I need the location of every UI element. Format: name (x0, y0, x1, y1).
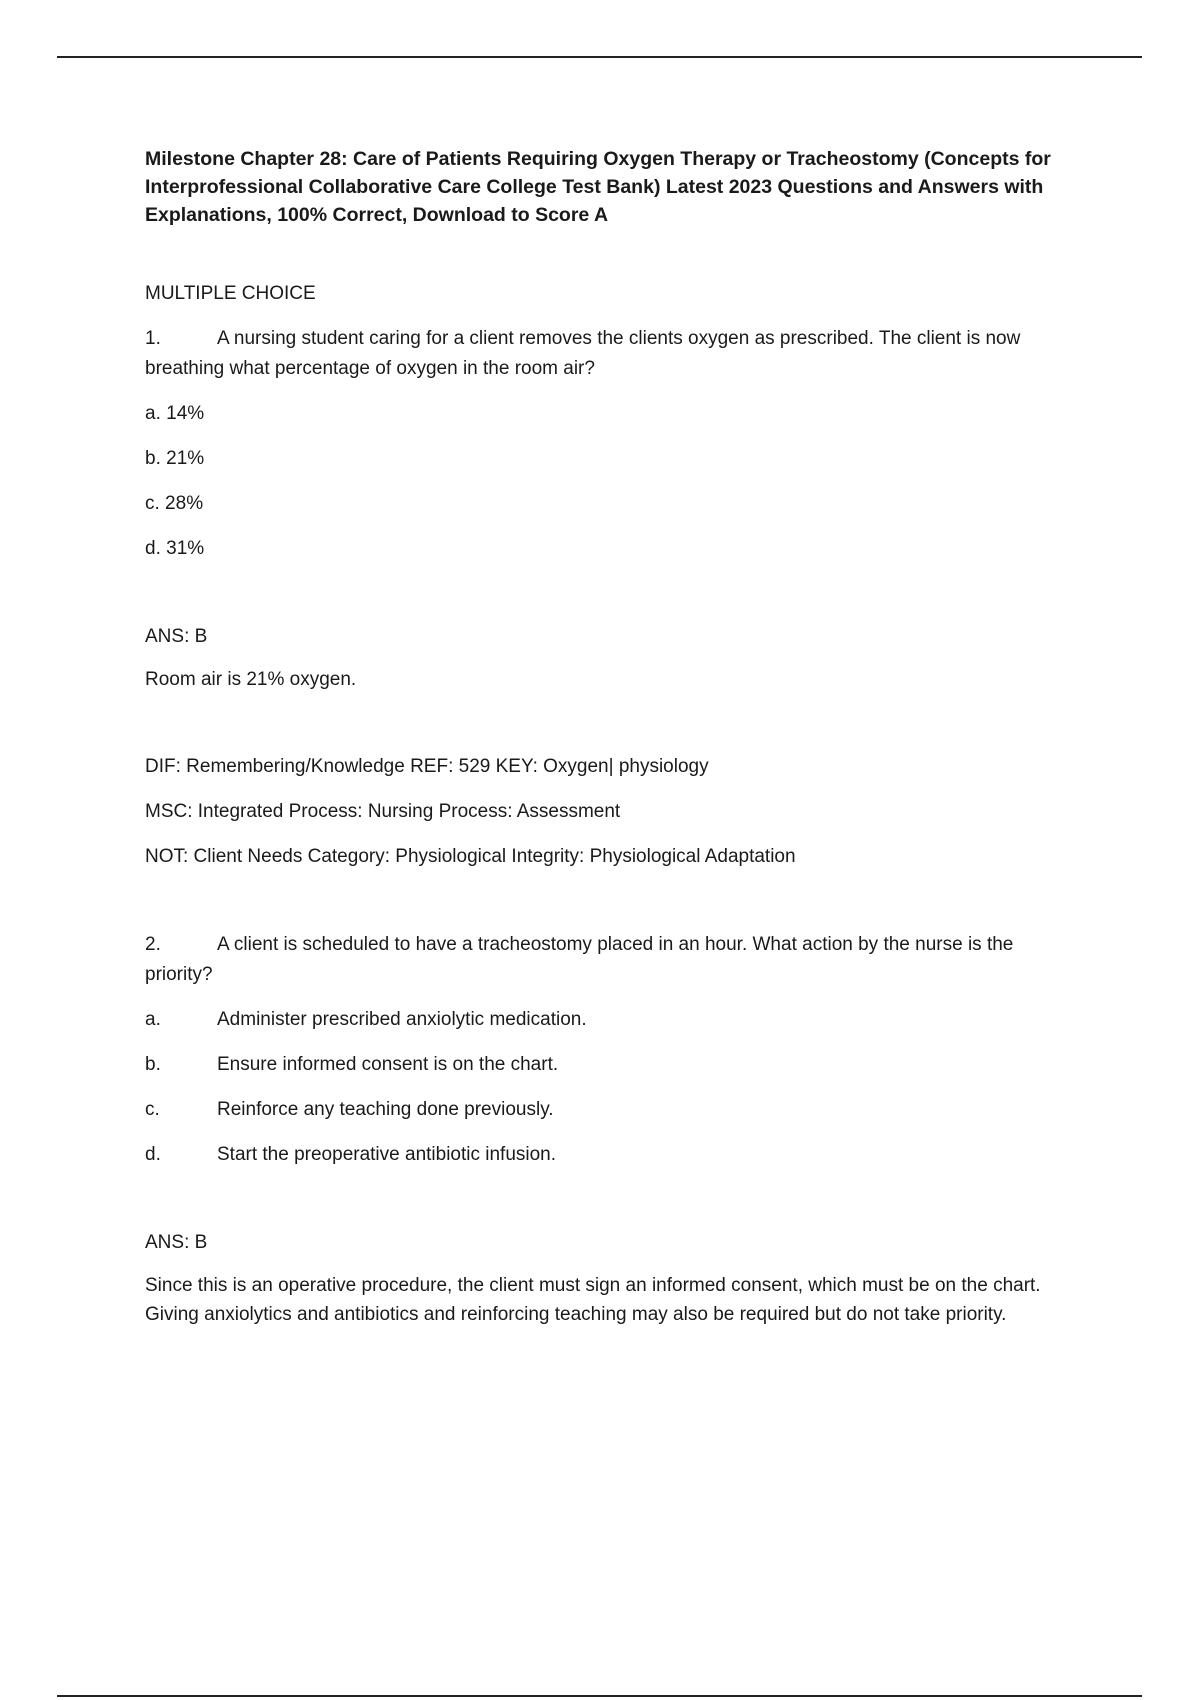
option-letter: a. (145, 1009, 161, 1030)
option-text: Reinforce any teaching done previously. (217, 1099, 554, 1120)
answer-option-c (145, 1095, 1080, 1125)
client-needs-line: NOT: Client Needs Category: Physiological Integrity: Physiological Adaptation (145, 846, 796, 867)
difficulty-reference-line: DIF: Remembering/Knowledge REF: 529 KEY: Oxygen| physiology (145, 756, 709, 777)
answer-option-a: a. 14% (145, 403, 205, 424)
option-text: Administer prescribed anxiolytic medication. (217, 1009, 587, 1030)
option-text: Ensure informed consent is on the chart. (217, 1054, 559, 1075)
answer-option-c: c. 28% (145, 493, 204, 514)
question-number: 2. (145, 934, 161, 955)
question-text: A client is scheduled to have a tracheostomy placed in an hour. What action by the nurse is the priority? (145, 934, 1014, 985)
answer-key: ANS: B (145, 626, 208, 647)
answer-rationale: Since this is an operative procedure, the client must sign an informed consent, which must be on the chart. Giving anxiolytics and antibiotics and reinforcing teaching may also be required but do not take priority. (145, 1275, 1041, 1325)
answer-option-b: b. 21% (145, 448, 205, 469)
answer-option-d: d. 31% (145, 538, 205, 559)
document-page (145, 145, 1080, 1329)
footer-rule (57, 1695, 1142, 1697)
msc-line: MSC: Integrated Process: Nursing Process: Assessment (145, 801, 621, 822)
question-stem (145, 324, 1080, 384)
option-letter: b. (145, 1054, 161, 1075)
answer-key: ANS: B (145, 1232, 208, 1253)
answer-option-d (145, 1140, 1080, 1170)
answer-option-a (145, 1005, 1080, 1035)
option-letter: c. (145, 1099, 160, 1120)
question-stem (145, 930, 1080, 990)
answer-option-b (145, 1050, 1080, 1080)
question-text: A nursing student caring for a client removes the clients oxygen as prescribed. The client is now breathing what percentage of oxygen in the room air? (145, 328, 1021, 379)
question-number: 1. (145, 328, 161, 349)
question-2 (145, 930, 1080, 1329)
option-letter: d. (145, 1144, 161, 1165)
document-title: Milestone Chapter 28: Care of Patients Requiring Oxygen Therapy or Tracheostomy (Concepts for Interprofessional Collaborative Care College Test Bank) Latest 2023 Questions and Answers with Explanations, 100% Correct, Download to Score A (145, 148, 1051, 226)
section-heading: MULTIPLE CHOICE (145, 283, 316, 304)
option-text: Start the preoperative antibiotic infusion. (217, 1144, 557, 1165)
answer-rationale: Room air is 21% oxygen. (145, 669, 357, 690)
question-1 (145, 324, 1080, 872)
header-rule (57, 56, 1142, 58)
